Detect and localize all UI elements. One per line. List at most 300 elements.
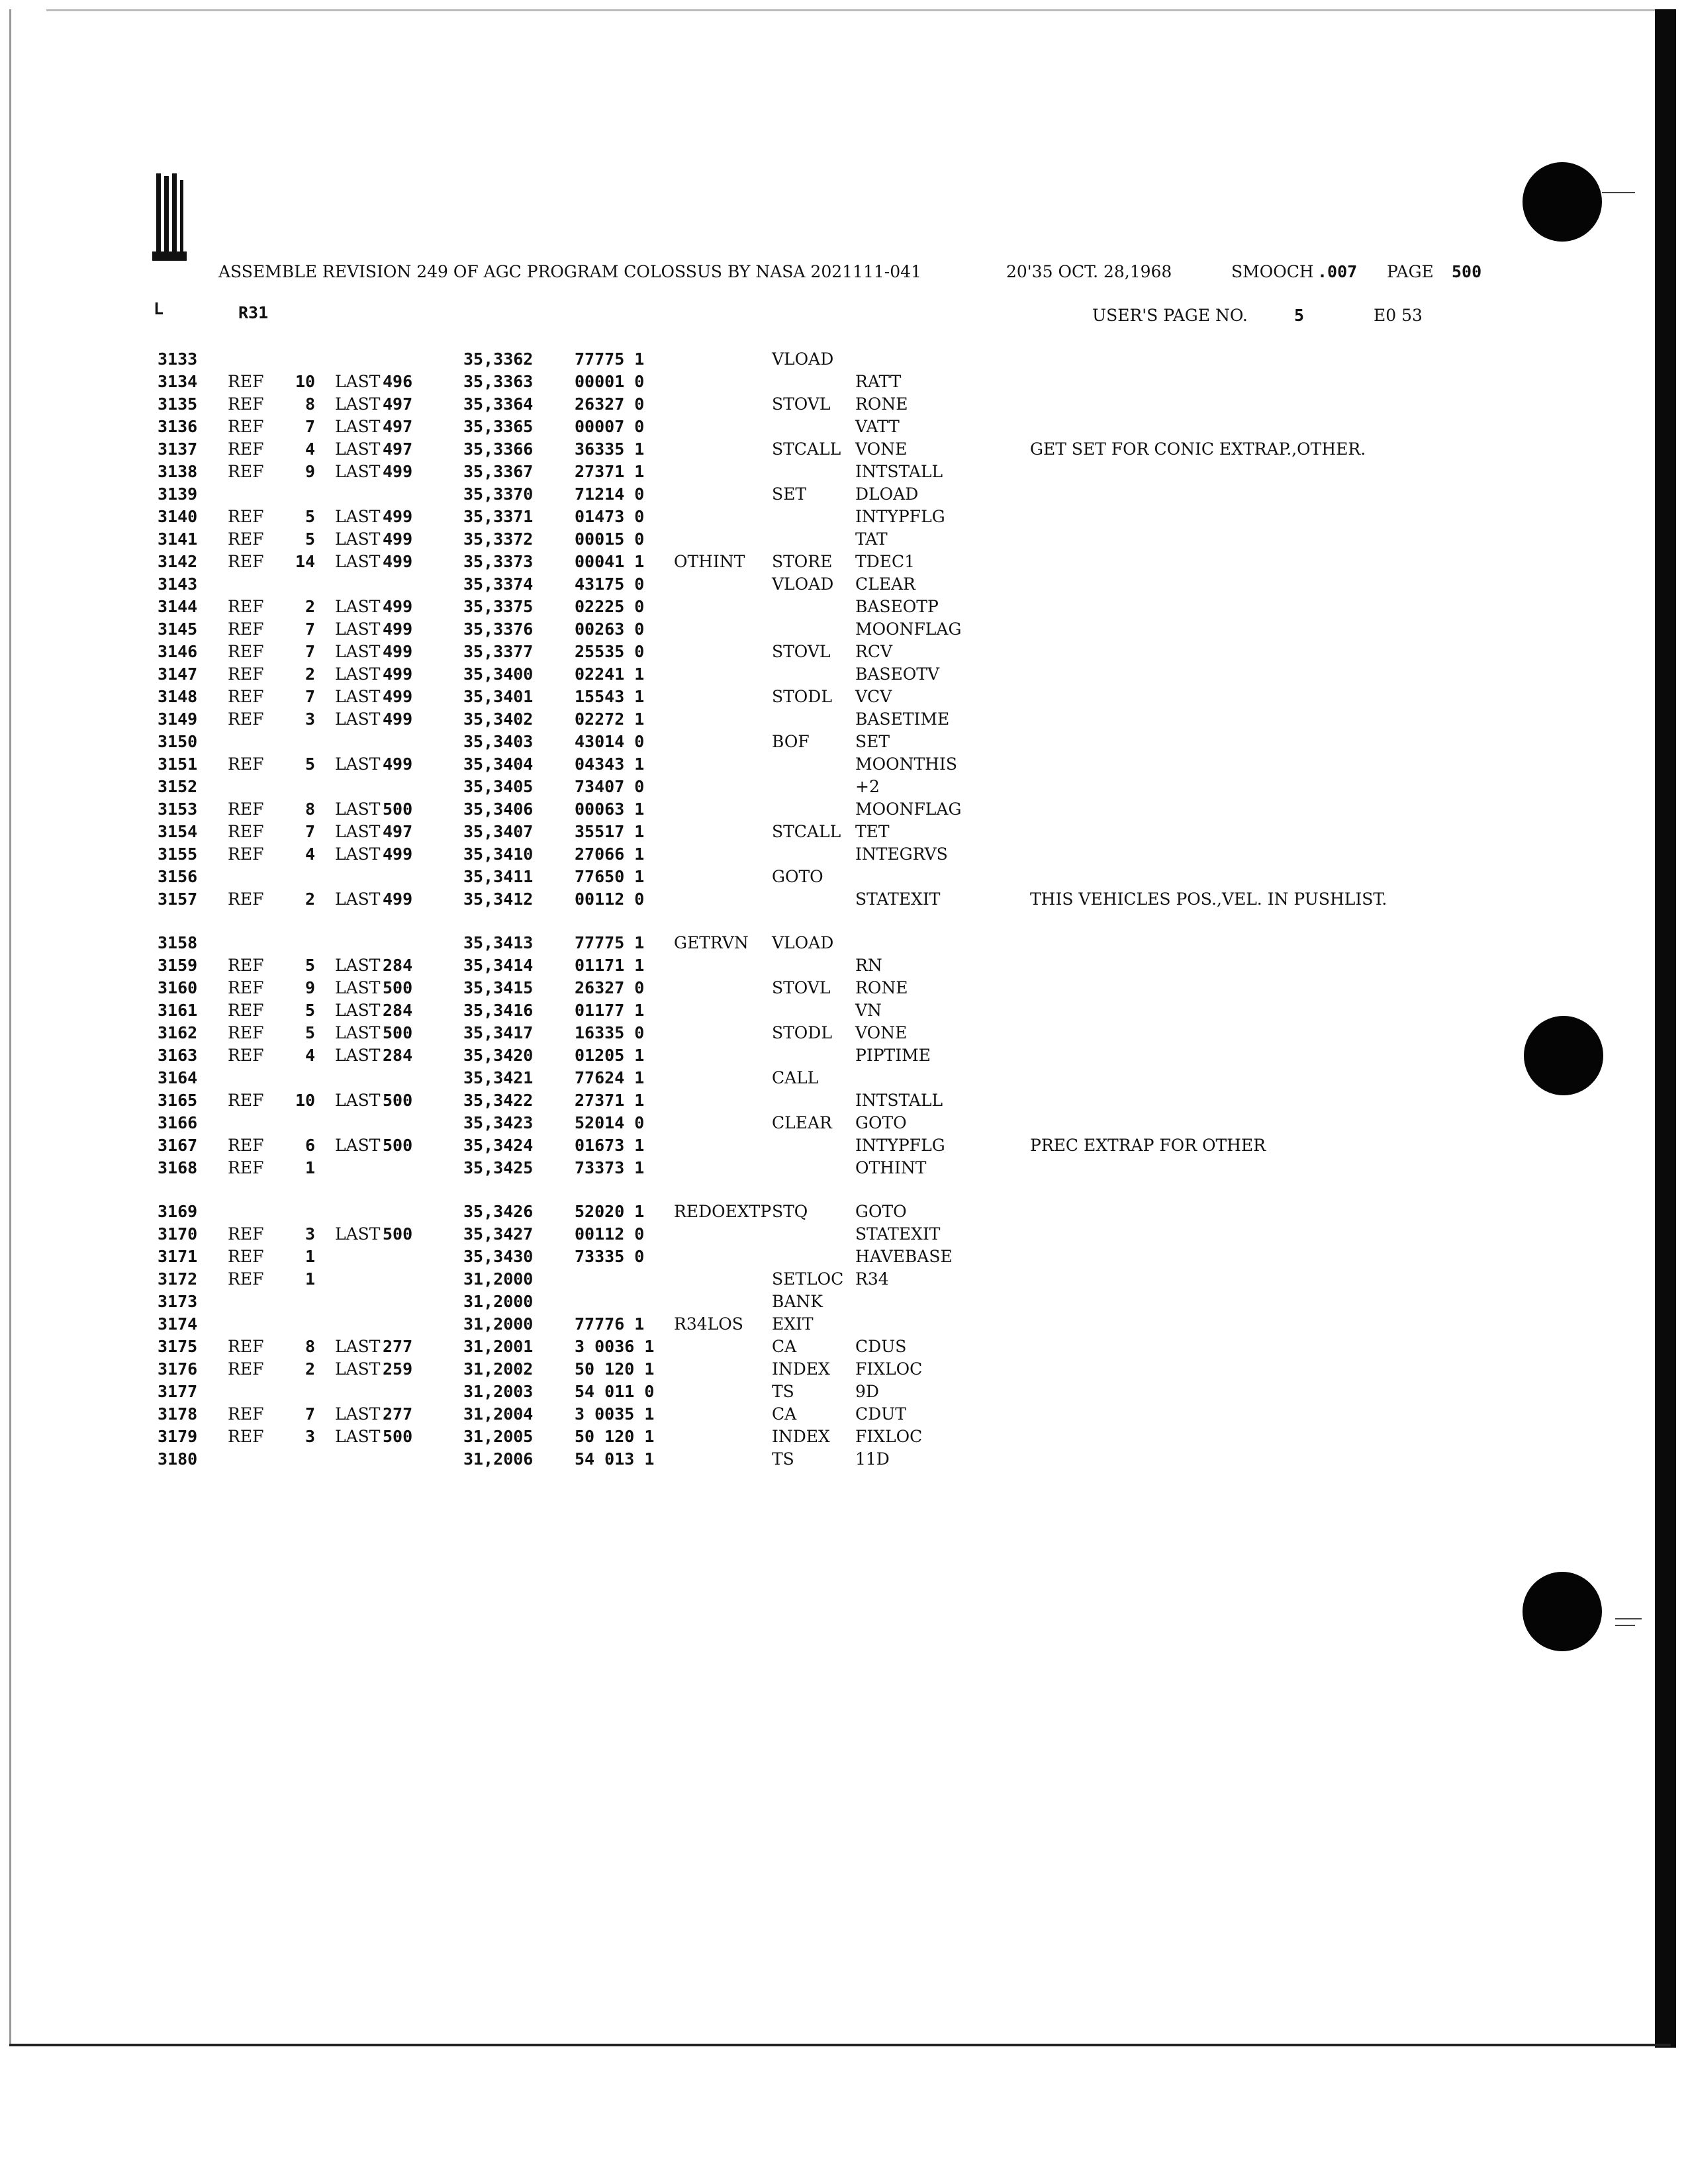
listing-row (0, 1202, 1688, 1224)
ref-count: 10 (295, 1091, 316, 1110)
line-number: 3158 (158, 933, 198, 952)
users-page-number: 5 (1294, 306, 1305, 325)
line-number: 3156 (158, 867, 198, 886)
listing-row (0, 619, 1688, 642)
ref-marker: REF (228, 1046, 264, 1065)
ref-marker: REF (228, 687, 264, 706)
octal-word: 01171 1 (575, 956, 645, 975)
ref-marker: REF (228, 507, 264, 526)
last-page: 500 (383, 799, 413, 819)
ref-count: 5 (305, 754, 315, 774)
ref-count: 7 (305, 687, 315, 706)
operand: TET (855, 822, 890, 841)
operand: VONE (855, 1023, 908, 1042)
punch-hole-top (1523, 162, 1602, 242)
last-page: 497 (383, 417, 413, 436)
line-number: 3179 (158, 1427, 198, 1446)
ref-marker: REF (228, 799, 264, 819)
address: 35,3430 (463, 1247, 534, 1266)
address: 31,2000 (463, 1292, 534, 1311)
operand: BASEOTP (855, 597, 939, 616)
line-number: 3143 (158, 574, 198, 594)
last-marker: LAST (335, 507, 381, 526)
operand: PIPTIME (855, 1046, 931, 1065)
ref-marker: REF (228, 956, 264, 975)
opcode: STCALL (772, 822, 841, 841)
address: 35,3420 (463, 1046, 534, 1065)
octal-word: 3 0035 1 (575, 1404, 655, 1424)
address: 35,3425 (463, 1158, 534, 1177)
octal-word: 35517 1 (575, 822, 645, 841)
address: 31,2000 (463, 1269, 534, 1289)
line-number: 3180 (158, 1449, 198, 1469)
ref-count: 7 (305, 619, 315, 639)
ref-count: 8 (305, 799, 315, 819)
ref-count: 7 (305, 822, 315, 841)
line-number: 3160 (158, 978, 198, 997)
last-page: 500 (383, 1224, 413, 1244)
listing-row (0, 754, 1688, 777)
operand: SET (855, 732, 890, 751)
last-page: 499 (383, 597, 413, 616)
operand: CDUT (855, 1404, 906, 1424)
ref-count: 3 (305, 709, 315, 729)
listing-row (0, 372, 1688, 394)
ref-count: 2 (305, 889, 315, 909)
octal-word: 52014 0 (575, 1113, 645, 1132)
address: 35,3410 (463, 844, 534, 864)
page-number: 500 (1452, 262, 1482, 281)
last-page: 284 (383, 1001, 413, 1020)
operand: INTEGRVS (855, 844, 948, 864)
listing-row (0, 664, 1688, 687)
octal-word: 27371 1 (575, 1091, 645, 1110)
last-page: 277 (383, 1404, 413, 1424)
opcode: STOVL (772, 394, 831, 414)
opcode: STQ (772, 1202, 808, 1221)
opcode: SETLOC (772, 1269, 844, 1289)
last-marker: LAST (335, 417, 381, 436)
ref-marker: REF (228, 642, 264, 661)
address: 35,3416 (463, 1001, 534, 1020)
assembly-timestamp: 20'35 OCT. 28,1968 (1006, 262, 1172, 281)
listing-row (0, 1314, 1688, 1337)
comment: GET SET FOR CONIC EXTRAP.,OTHER. (1030, 439, 1366, 459)
operand: RONE (855, 394, 908, 414)
opcode: VLOAD (772, 574, 834, 594)
operand: VCV (855, 687, 892, 706)
ref-count: 5 (305, 956, 315, 975)
operand: VONE (855, 439, 908, 459)
octal-word: 50 120 1 (575, 1427, 655, 1446)
last-page: 500 (383, 1427, 413, 1446)
ref-marker: REF (228, 1091, 264, 1110)
opcode: STOVL (772, 642, 831, 661)
line-number: 3135 (158, 394, 198, 414)
operand: BASETIME (855, 709, 950, 729)
last-page: 499 (383, 619, 413, 639)
ref-count: 9 (305, 978, 315, 997)
opcode: STCALL (772, 439, 841, 459)
cap-logo-icon (150, 173, 189, 266)
line-number: 3157 (158, 889, 198, 909)
last-marker: LAST (335, 1359, 381, 1379)
opcode: TS (772, 1382, 794, 1401)
line-number: 3140 (158, 507, 198, 526)
line-number: 3170 (158, 1224, 198, 1244)
line-number: 3133 (158, 349, 198, 369)
last-marker: LAST (335, 709, 381, 729)
address: 35,3365 (463, 417, 534, 436)
last-page: 499 (383, 844, 413, 864)
operand: HAVEBASE (855, 1247, 953, 1266)
octal-word: 3 0036 1 (575, 1337, 655, 1356)
ref-count: 2 (305, 1359, 315, 1379)
ref-count: 4 (305, 439, 315, 459)
operand: BASEOTV (855, 664, 940, 684)
line-number: 3146 (158, 642, 198, 661)
listing-row (0, 1046, 1688, 1068)
opcode: VLOAD (772, 349, 834, 369)
symbol-label: OTHINT (674, 552, 745, 571)
listing-row (0, 574, 1688, 597)
octal-word: 43014 0 (575, 732, 645, 751)
line-number: 3165 (158, 1091, 198, 1110)
address: 35,3422 (463, 1091, 534, 1110)
ref-marker: REF (228, 462, 264, 481)
octal-word: 77775 1 (575, 349, 645, 369)
ref-marker: REF (228, 1269, 264, 1289)
octal-word: 00063 1 (575, 799, 645, 819)
line-number: 3152 (158, 777, 198, 796)
operand: RONE (855, 978, 908, 997)
last-marker: LAST (335, 1046, 381, 1065)
last-marker: LAST (335, 687, 381, 706)
last-marker: LAST (335, 1001, 381, 1020)
address: 35,3400 (463, 664, 534, 684)
operand: 11D (855, 1449, 890, 1469)
ref-marker: REF (228, 394, 264, 414)
listing-row (0, 417, 1688, 439)
address: 35,3414 (463, 956, 534, 975)
line-number: 3155 (158, 844, 198, 864)
punch-hole-tick (1615, 1625, 1635, 1626)
last-page: 499 (383, 507, 413, 526)
address: 35,3411 (463, 867, 534, 886)
last-page: 496 (383, 372, 413, 391)
address: 35,3362 (463, 349, 534, 369)
line-number: 3138 (158, 462, 198, 481)
opcode: STORE (772, 552, 833, 571)
ref-count: 1 (305, 1247, 315, 1266)
operand: STATEXIT (855, 1224, 941, 1244)
operand: TDEC1 (855, 552, 915, 571)
comment: THIS VEHICLES POS.,VEL. IN PUSHLIST. (1030, 889, 1387, 909)
last-page: 500 (383, 978, 413, 997)
program-listing (0, 349, 1688, 1472)
last-marker: LAST (335, 889, 381, 909)
address: 35,3413 (463, 933, 534, 952)
operand: FIXLOC (855, 1359, 923, 1379)
listing-row (0, 1068, 1688, 1091)
last-page: 284 (383, 956, 413, 975)
line-number: 3139 (158, 484, 198, 504)
last-page: 499 (383, 664, 413, 684)
opcode: EXIT (772, 1314, 814, 1334)
line-number: 3164 (158, 1068, 198, 1087)
last-marker: LAST (335, 642, 381, 661)
operand: CLEAR (855, 574, 915, 594)
ref-marker: REF (228, 372, 264, 391)
operand: R34 (855, 1269, 889, 1289)
ref-marker: REF (228, 552, 264, 571)
last-page: 499 (383, 462, 413, 481)
operand: GOTO (855, 1202, 907, 1221)
address: 35,3424 (463, 1136, 534, 1155)
line-number: 3159 (158, 956, 198, 975)
ref-count: 2 (305, 597, 315, 616)
ref-marker: REF (228, 754, 264, 774)
listing-row (0, 933, 1688, 956)
comment: PREC EXTRAP FOR OTHER (1030, 1136, 1266, 1155)
operand: INTYPFLG (855, 1136, 945, 1155)
line-number: 3141 (158, 529, 198, 549)
address: 31,2004 (463, 1404, 534, 1424)
line-number: 3163 (158, 1046, 198, 1065)
address: 35,3371 (463, 507, 534, 526)
line-number: 3171 (158, 1247, 198, 1266)
listing-row (0, 1113, 1688, 1136)
line-number: 3134 (158, 372, 198, 391)
listing-row (0, 1404, 1688, 1427)
operand: STATEXIT (855, 889, 941, 909)
ref-marker: REF (228, 597, 264, 616)
symbol-label: REDOEXTP (674, 1202, 772, 1221)
listing-row (0, 484, 1688, 507)
line-number: 3178 (158, 1404, 198, 1424)
line-number: 3166 (158, 1113, 198, 1132)
address: 35,3402 (463, 709, 534, 729)
octal-word: 02225 0 (575, 597, 645, 616)
ref-marker: REF (228, 889, 264, 909)
operand: MOONFLAG (855, 619, 962, 639)
operand: FIXLOC (855, 1427, 923, 1446)
last-page: 500 (383, 1023, 413, 1042)
ref-count: 4 (305, 844, 315, 864)
listing-row (0, 552, 1688, 574)
ref-marker: REF (228, 1404, 264, 1424)
octal-word: 54 011 0 (575, 1382, 655, 1401)
listing-row (0, 462, 1688, 484)
listing-row (0, 1158, 1688, 1181)
ref-marker: REF (228, 417, 264, 436)
listing-row (0, 777, 1688, 799)
address: 35,3401 (463, 687, 534, 706)
last-marker: LAST (335, 372, 381, 391)
operand: INTSTALL (855, 1091, 943, 1110)
operand: TAT (855, 529, 888, 549)
octal-word: 50 120 1 (575, 1359, 655, 1379)
listing-row (0, 1136, 1688, 1158)
octal-word: 00007 0 (575, 417, 645, 436)
ref-count: 3 (305, 1427, 315, 1446)
listing-row (0, 709, 1688, 732)
last-page: 499 (383, 889, 413, 909)
last-marker: LAST (335, 1224, 381, 1244)
last-page: 499 (383, 754, 413, 774)
listing-row (0, 349, 1688, 372)
octal-word: 01205 1 (575, 1046, 645, 1065)
last-page: 497 (383, 822, 413, 841)
octal-word: 00015 0 (575, 529, 645, 549)
operand: INTSTALL (855, 462, 943, 481)
last-marker: LAST (335, 1404, 381, 1424)
last-page: 277 (383, 1337, 413, 1356)
last-marker: LAST (335, 552, 381, 571)
last-page: 284 (383, 1046, 413, 1065)
line-number: 3167 (158, 1136, 198, 1155)
last-page: 499 (383, 687, 413, 706)
listing-row (0, 439, 1688, 462)
octal-word: 77775 1 (575, 933, 645, 952)
ref-marker: REF (228, 844, 264, 864)
address: 35,3427 (463, 1224, 534, 1244)
last-page: 499 (383, 529, 413, 549)
address: 35,3366 (463, 439, 534, 459)
octal-word: 00041 1 (575, 552, 645, 571)
listing-row (0, 1224, 1688, 1247)
address: 31,2002 (463, 1359, 534, 1379)
address: 35,3374 (463, 574, 534, 594)
octal-word: 54 013 1 (575, 1449, 655, 1469)
line-number: 3142 (158, 552, 198, 571)
ref-marker: REF (228, 1023, 264, 1042)
last-marker: LAST (335, 1337, 381, 1356)
address: 35,3423 (463, 1113, 534, 1132)
octal-word: 00112 0 (575, 1224, 645, 1244)
ref-count: 5 (305, 529, 315, 549)
operand: 9D (855, 1382, 879, 1401)
octal-word: 00112 0 (575, 889, 645, 909)
ref-marker: REF (228, 619, 264, 639)
octal-word: 43175 0 (575, 574, 645, 594)
listing-row (0, 1382, 1688, 1404)
last-marker: LAST (335, 597, 381, 616)
line-number: 3147 (158, 664, 198, 684)
line-number: 3151 (158, 754, 198, 774)
last-page: 500 (383, 1136, 413, 1155)
line-number: 3154 (158, 822, 198, 841)
ref-count: 6 (305, 1136, 315, 1155)
last-page: 499 (383, 709, 413, 729)
last-marker: LAST (335, 844, 381, 864)
punch-hole-bottom (1523, 1572, 1602, 1651)
address: 35,3370 (463, 484, 534, 504)
address: 35,3376 (463, 619, 534, 639)
listing-row (0, 822, 1688, 844)
address: 35,3372 (463, 529, 534, 549)
address: 35,3417 (463, 1023, 534, 1042)
ref-marker: REF (228, 529, 264, 549)
listing-row (0, 507, 1688, 529)
octal-word: 00263 0 (575, 619, 645, 639)
address: 35,3377 (463, 642, 534, 661)
line-number: 3144 (158, 597, 198, 616)
address: 35,3363 (463, 372, 534, 391)
line-number: 3148 (158, 687, 198, 706)
last-page: 499 (383, 642, 413, 661)
ref-marker: REF (228, 709, 264, 729)
last-marker: LAST (335, 754, 381, 774)
listing-row (0, 1449, 1688, 1472)
last-marker: LAST (335, 462, 381, 481)
address: 35,3404 (463, 754, 534, 774)
octal-word: 02241 1 (575, 664, 645, 684)
opcode: BOF (772, 732, 810, 751)
operand: RCV (855, 642, 893, 661)
listing-row (0, 597, 1688, 619)
listing-row (0, 1269, 1688, 1292)
address: 35,3406 (463, 799, 534, 819)
ref-count: 4 (305, 1046, 315, 1065)
ref-marker: REF (228, 1427, 264, 1446)
opcode: CLEAR (772, 1113, 832, 1132)
operand: MOONFLAG (855, 799, 962, 819)
ref-count: 3 (305, 1224, 315, 1244)
operand: OTHINT (855, 1158, 927, 1177)
octal-word: 04343 1 (575, 754, 645, 774)
octal-word: 71214 0 (575, 484, 645, 504)
address: 35,3407 (463, 822, 534, 841)
opcode: STODL (772, 687, 832, 706)
octal-word: 52020 1 (575, 1202, 645, 1221)
operand: CDUS (855, 1337, 907, 1356)
octal-word: 77624 1 (575, 1068, 645, 1087)
listing-row (0, 889, 1688, 912)
opcode: INDEX (772, 1359, 830, 1379)
octal-word: 27066 1 (575, 844, 645, 864)
octal-word: 01473 0 (575, 507, 645, 526)
opcode: INDEX (772, 1427, 830, 1446)
ref-marker: REF (228, 1337, 264, 1356)
line-number: 3175 (158, 1337, 198, 1356)
operand: RN (855, 956, 882, 975)
last-marker: LAST (335, 956, 381, 975)
last-marker: LAST (335, 1023, 381, 1042)
ref-marker: REF (228, 1359, 264, 1379)
ref-count: 5 (305, 1001, 315, 1020)
last-marker: LAST (335, 1427, 381, 1446)
operand: RATT (855, 372, 902, 391)
last-marker: LAST (335, 978, 381, 997)
listing-row (0, 642, 1688, 664)
operand: GOTO (855, 1113, 907, 1132)
last-marker: LAST (335, 799, 381, 819)
ref-marker: REF (228, 978, 264, 997)
octal-word: 02272 1 (575, 709, 645, 729)
ref-count: 8 (305, 394, 315, 414)
octal-word: 16335 0 (575, 1023, 645, 1042)
users-page-label: USER'S PAGE NO. (1092, 306, 1248, 325)
operand: VATT (855, 417, 900, 436)
opcode: SET (772, 484, 807, 504)
page-label: PAGE (1387, 262, 1434, 281)
address: 35,3375 (463, 597, 534, 616)
octal-word: 01177 1 (575, 1001, 645, 1020)
ref-count: 14 (295, 552, 316, 571)
punch-hole-tick (1615, 1618, 1642, 1619)
assembly-version: .007 (1317, 262, 1358, 281)
